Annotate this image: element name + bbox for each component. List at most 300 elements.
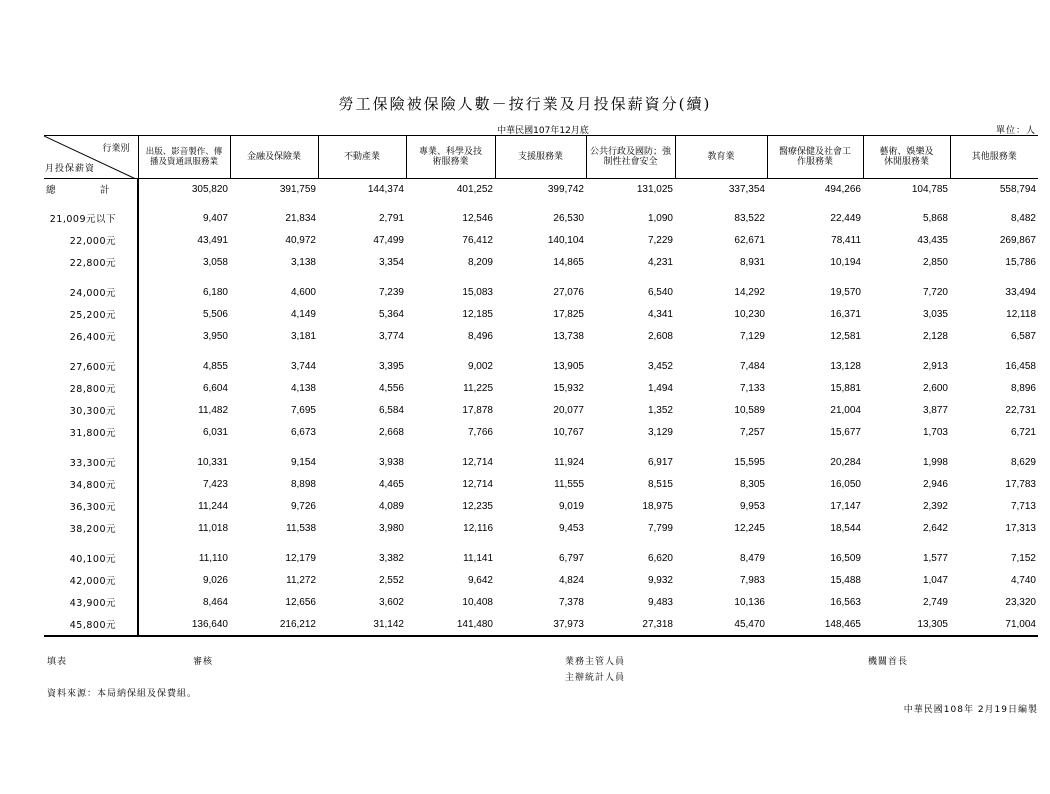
spacer-cell (406, 347, 495, 355)
data-cell: 11,225 (463, 382, 493, 394)
footer-compiled: 中華民國108年 2月19日編製 (903, 705, 1038, 715)
data-cell: 4,824 (558, 574, 584, 586)
spacer-cell (767, 539, 863, 547)
data-cell: 15,932 (553, 382, 584, 394)
total-row (44, 179, 1038, 200)
data-cell: 3,181 (290, 330, 316, 342)
data-cell: 4,149 (290, 308, 316, 320)
data-cell: 140,104 (547, 234, 584, 246)
total-cell: 558,794 (999, 183, 1036, 195)
data-cell: 62,671 (734, 234, 765, 246)
data-cell: 9,726 (290, 500, 316, 512)
data-cell: 2,791 (378, 212, 404, 224)
spacer-cell (495, 539, 586, 547)
data-cell: 26,530 (553, 212, 584, 224)
data-cell: 7,720 (922, 286, 948, 298)
data-cell: 9,154 (290, 456, 316, 468)
data-cell: 9,932 (647, 574, 673, 586)
spacer-cell (950, 347, 1038, 355)
spacer-cell (138, 347, 230, 355)
data-cell: 5,364 (378, 308, 404, 320)
data-cell: 136,640 (138, 613, 230, 636)
footer-head: 機關首長 (868, 657, 909, 667)
column-header: 教育業 (675, 136, 767, 179)
data-cell: 2,850 (922, 256, 948, 268)
spacer-cell (586, 199, 675, 207)
data-cell: 4,600 (290, 286, 316, 298)
table-row (44, 377, 1038, 399)
spacer-row (44, 199, 1038, 207)
spacer-cell (44, 199, 138, 207)
data-cell: 8,931 (739, 256, 765, 268)
data-cell: 11,244 (198, 500, 228, 512)
table-row (44, 569, 1038, 591)
spacer-cell (495, 443, 586, 451)
table-row (44, 229, 1038, 251)
data-cell: 12,714 (462, 456, 493, 468)
row-label: 25,200元 (44, 303, 138, 325)
data-cell: 13,128 (830, 360, 861, 372)
data-cell: 7,983 (739, 574, 765, 586)
data-cell: 18,975 (642, 500, 673, 512)
spacer-cell (406, 539, 495, 547)
data-cell: 4,465 (378, 478, 404, 490)
data-cell: 15,083 (462, 286, 493, 298)
data-cell: 10,767 (553, 426, 584, 438)
row-label: 38,200元 (44, 517, 138, 539)
data-cell: 9,642 (467, 574, 493, 586)
spacer-row (44, 347, 1038, 355)
data-cell: 17,313 (1005, 522, 1036, 534)
data-cell: 2,552 (378, 574, 404, 586)
data-cell: 17,783 (1005, 478, 1036, 490)
data-cell: 12,546 (462, 212, 493, 224)
data-cell: 4,740 (1010, 574, 1036, 586)
row-label: 26,400元 (44, 325, 138, 347)
column-header: 專業、科學及技術服務業 (406, 136, 495, 179)
table-row (44, 547, 1038, 569)
data-cell: 7,484 (739, 360, 765, 372)
total-cell: 391,759 (279, 183, 316, 195)
data-cell: 3,058 (202, 256, 228, 268)
table-row (44, 473, 1038, 495)
data-cell: 33,494 (1005, 286, 1036, 298)
spacer-cell (586, 273, 675, 281)
data-cell: 10,194 (830, 256, 861, 268)
data-cell: 6,180 (202, 286, 228, 298)
data-cell: 23,320 (1005, 596, 1036, 608)
total-cell: 305,820 (191, 183, 228, 195)
data-cell: 3,602 (378, 596, 404, 608)
column-header: 藝術、娛樂及休閒服務業 (863, 136, 950, 179)
total-label-left: 總 (46, 185, 57, 196)
data-cell: 9,407 (202, 212, 228, 224)
data-cell: 2,913 (922, 360, 948, 372)
spacer-row (44, 273, 1038, 281)
data-cell: 10,136 (734, 596, 765, 608)
data-cell: 18,544 (830, 522, 861, 534)
spacer-cell (318, 443, 406, 451)
spacer-cell (863, 539, 950, 547)
spacer-cell (863, 443, 950, 451)
data-cell: 13,305 (863, 613, 950, 636)
table-row (44, 517, 1038, 539)
corner-wage-label: 月投保薪資 (45, 164, 96, 174)
row-label: 34,800元 (44, 473, 138, 495)
data-cell: 7,133 (739, 382, 765, 394)
data-cell: 3,938 (378, 456, 404, 468)
data-table (44, 135, 1038, 637)
data-cell: 2,128 (922, 330, 948, 342)
data-cell: 11,110 (198, 552, 228, 564)
spacer-cell (675, 273, 767, 281)
table-row (44, 421, 1038, 443)
data-cell: 9,026 (202, 574, 228, 586)
data-cell: 15,677 (830, 426, 861, 438)
data-cell: 8,305 (739, 478, 765, 490)
data-cell: 12,714 (462, 478, 493, 490)
data-cell: 47,499 (373, 234, 404, 246)
data-cell: 15,881 (830, 382, 861, 394)
spacer-cell (863, 273, 950, 281)
data-cell: 6,917 (647, 456, 673, 468)
data-cell: 12,116 (463, 522, 493, 534)
spacer-cell (318, 347, 406, 355)
row-label: 45,800元 (44, 613, 138, 636)
data-cell: 21,004 (830, 404, 861, 416)
data-cell: 40,972 (285, 234, 316, 246)
spacer-cell (406, 273, 495, 281)
data-cell: 27,318 (586, 613, 675, 636)
data-cell: 9,483 (647, 596, 673, 608)
data-cell: 15,488 (830, 574, 861, 586)
spacer-cell (586, 443, 675, 451)
data-cell: 16,563 (830, 596, 861, 608)
data-cell: 6,587 (1010, 330, 1036, 342)
data-cell: 17,878 (462, 404, 493, 416)
column-header: 其他服務業 (950, 136, 1038, 179)
data-cell: 12,245 (734, 522, 765, 534)
spacer-cell (138, 539, 230, 547)
spacer-cell (230, 443, 318, 451)
data-cell: 21,834 (285, 212, 316, 224)
spacer-cell (406, 443, 495, 451)
data-cell: 22,449 (830, 212, 861, 224)
footer-statistician: 主辦統計人員 (565, 673, 626, 683)
data-cell: 6,620 (647, 552, 673, 564)
data-cell: 7,229 (647, 234, 673, 246)
spacer-cell (675, 199, 767, 207)
total-cell: 399,742 (547, 183, 584, 195)
spacer-cell (318, 539, 406, 547)
row-label: 43,900元 (44, 591, 138, 613)
data-cell: 10,589 (734, 404, 765, 416)
spacer-row (44, 443, 1038, 451)
total-label (44, 179, 138, 200)
spacer-cell (950, 273, 1038, 281)
data-cell: 1,352 (647, 404, 673, 416)
data-cell: 3,877 (922, 404, 948, 416)
column-header: 公共行政及國防；強制性社會安全 (586, 136, 675, 179)
page-title: 勞工保險被保險人數－按行業及月投保薪資分(續) (338, 95, 712, 113)
spacer-cell (495, 347, 586, 355)
report-date: 中華民國107年12月底 (497, 126, 589, 136)
data-cell: 6,540 (647, 286, 673, 298)
data-cell: 3,129 (647, 426, 673, 438)
data-cell: 43,491 (197, 234, 228, 246)
data-cell: 4,138 (290, 382, 316, 394)
data-cell: 16,371 (830, 308, 861, 320)
data-cell: 7,257 (739, 426, 765, 438)
data-cell: 20,284 (830, 456, 861, 468)
data-cell: 43,435 (917, 234, 948, 246)
data-cell: 7,129 (739, 330, 765, 342)
total-cell: 401,252 (456, 183, 493, 195)
table-body (44, 179, 1038, 637)
data-cell: 11,538 (286, 522, 316, 534)
total-cell: 494,266 (824, 183, 861, 195)
data-cell: 3,395 (378, 360, 404, 372)
footer-filled-by: 填表 (47, 657, 68, 667)
spacer-cell (138, 273, 230, 281)
spacer-cell (230, 539, 318, 547)
table-row (44, 325, 1038, 347)
data-cell: 6,797 (558, 552, 584, 564)
spacer-cell (495, 199, 586, 207)
data-cell: 3,035 (922, 308, 948, 320)
spacer-cell (230, 347, 318, 355)
data-cell: 3,980 (378, 522, 404, 534)
spacer-cell (950, 539, 1038, 547)
data-cell: 15,595 (734, 456, 765, 468)
data-cell: 2,392 (922, 500, 948, 512)
data-cell: 1,703 (922, 426, 948, 438)
data-cell: 10,331 (197, 456, 228, 468)
data-cell: 269,867 (999, 234, 1036, 246)
data-cell: 3,382 (378, 552, 404, 564)
data-cell: 3,950 (202, 330, 228, 342)
spacer-cell (863, 199, 950, 207)
data-cell: 7,378 (558, 596, 584, 608)
data-cell: 16,050 (830, 478, 861, 490)
corner-header (44, 136, 138, 179)
total-cell: 144,374 (367, 183, 404, 195)
row-label: 33,300元 (44, 451, 138, 473)
data-cell: 3,138 (290, 256, 316, 268)
table-row (44, 281, 1038, 303)
spacer-cell (495, 273, 586, 281)
data-cell: 6,604 (202, 382, 228, 394)
data-cell: 12,118 (1006, 308, 1036, 320)
data-cell: 14,865 (553, 256, 584, 268)
data-cell: 2,749 (922, 596, 948, 608)
data-cell: 31,142 (318, 613, 406, 636)
data-cell: 27,076 (553, 286, 584, 298)
data-cell: 7,799 (647, 522, 673, 534)
data-cell: 1,494 (647, 382, 673, 394)
column-header: 醫療保健及社會工作服務業 (767, 136, 863, 179)
data-cell: 8,209 (467, 256, 493, 268)
row-label: 28,800元 (44, 377, 138, 399)
data-cell: 7,766 (467, 426, 493, 438)
spacer-cell (586, 347, 675, 355)
data-cell: 12,235 (462, 500, 493, 512)
spacer-cell (230, 199, 318, 207)
data-cell: 6,673 (290, 426, 316, 438)
table-row (44, 495, 1038, 517)
data-cell: 7,695 (290, 404, 316, 416)
data-cell: 4,556 (378, 382, 404, 394)
spacer-cell (44, 539, 138, 547)
row-label: 30,300元 (44, 399, 138, 421)
column-header: 出版、影音製作、傳播及資通訊服務業 (138, 136, 230, 179)
data-cell: 3,744 (290, 360, 316, 372)
data-cell: 148,465 (767, 613, 863, 636)
spacer-cell (767, 273, 863, 281)
data-cell: 12,581 (830, 330, 861, 342)
data-cell: 11,924 (554, 456, 584, 468)
data-cell: 10,408 (462, 596, 493, 608)
spacer-cell (44, 273, 138, 281)
spacer-cell (675, 347, 767, 355)
row-label: 36,300元 (44, 495, 138, 517)
data-cell: 15,786 (1005, 256, 1036, 268)
row-label: 21,009元以下 (44, 207, 138, 229)
row-label: 31,800元 (44, 421, 138, 443)
data-cell: 5,868 (922, 212, 948, 224)
data-cell: 20,077 (553, 404, 584, 416)
row-label: 40,100元 (44, 547, 138, 569)
data-cell: 8,482 (1010, 212, 1036, 224)
data-cell: 9,953 (739, 500, 765, 512)
data-cell: 4,089 (378, 500, 404, 512)
spacer-cell (675, 539, 767, 547)
total-cell: 131,025 (636, 183, 673, 195)
footer-source: 資料來源：本局納保組及保費組。 (47, 689, 198, 699)
column-header: 支援服務業 (495, 136, 586, 179)
data-cell: 83,522 (734, 212, 765, 224)
spacer-cell (950, 199, 1038, 207)
unit-label: 單位：人 (995, 126, 1036, 136)
data-cell: 4,341 (647, 308, 673, 320)
table-row (44, 399, 1038, 421)
spacer-row (44, 539, 1038, 547)
data-cell: 1,998 (922, 456, 948, 468)
data-cell: 8,479 (739, 552, 765, 564)
data-cell: 3,452 (647, 360, 673, 372)
data-cell: 45,470 (675, 613, 767, 636)
data-cell: 6,031 (202, 426, 228, 438)
data-cell: 3,354 (378, 256, 404, 268)
data-cell: 14,292 (734, 286, 765, 298)
data-cell: 12,656 (285, 596, 316, 608)
data-cell: 4,231 (647, 256, 673, 268)
data-cell: 216,212 (230, 613, 318, 636)
spacer-cell (767, 199, 863, 207)
data-cell: 6,584 (378, 404, 404, 416)
data-cell: 8,629 (1010, 456, 1036, 468)
data-cell: 8,515 (647, 478, 673, 490)
data-cell: 8,464 (202, 596, 228, 608)
data-cell: 78,411 (831, 234, 861, 246)
spacer-cell (767, 347, 863, 355)
data-cell: 12,179 (285, 552, 316, 564)
table-row (44, 303, 1038, 325)
row-label: 42,000元 (44, 569, 138, 591)
data-cell: 2,608 (647, 330, 673, 342)
data-cell: 5,506 (202, 308, 228, 320)
total-cell: 337,354 (728, 183, 765, 195)
data-cell: 11,018 (198, 522, 228, 534)
row-label: 24,000元 (44, 281, 138, 303)
spacer-cell (406, 199, 495, 207)
total-label-wrap (44, 182, 116, 196)
data-cell: 13,738 (553, 330, 584, 342)
data-cell: 9,002 (467, 360, 493, 372)
table-row (44, 613, 1038, 636)
data-cell: 9,453 (558, 522, 584, 534)
data-cell: 2,642 (922, 522, 948, 534)
data-cell: 16,509 (830, 552, 861, 564)
row-label: 22,800元 (44, 251, 138, 273)
footer-reviewer: 審核 (193, 657, 214, 667)
column-header: 金融及保險業 (230, 136, 318, 179)
data-cell: 3,774 (378, 330, 404, 342)
data-cell: 8,896 (1010, 382, 1036, 394)
row-label: 22,000元 (44, 229, 138, 251)
spacer-cell (767, 443, 863, 451)
data-cell: 8,898 (290, 478, 316, 490)
table-row (44, 207, 1038, 229)
spacer-cell (230, 273, 318, 281)
spacer-cell (863, 347, 950, 355)
footer-supervisor: 業務主管人員 (565, 657, 626, 667)
data-cell: 9,019 (558, 500, 584, 512)
data-cell: 2,600 (922, 382, 948, 394)
data-cell: 17,147 (830, 500, 861, 512)
table-row (44, 251, 1038, 273)
data-cell: 1,577 (922, 552, 948, 564)
data-cell: 13,905 (553, 360, 584, 372)
spacer-cell (318, 199, 406, 207)
corner-industry-label: 行業別 (102, 144, 130, 154)
spacer-cell (586, 539, 675, 547)
table-row (44, 355, 1038, 377)
column-header: 不動產業 (318, 136, 406, 179)
data-cell: 16,458 (1005, 360, 1036, 372)
data-cell: 141,480 (406, 613, 495, 636)
data-cell: 19,570 (830, 286, 861, 298)
total-cell: 104,785 (911, 183, 948, 195)
data-cell: 22,731 (1005, 404, 1036, 416)
data-cell: 10,230 (734, 308, 765, 320)
data-cell: 17,825 (553, 308, 584, 320)
spacer-cell (44, 443, 138, 451)
data-cell: 6,721 (1010, 426, 1036, 438)
data-cell: 2,668 (378, 426, 404, 438)
data-cell: 4,855 (202, 360, 228, 372)
data-cell: 12,185 (462, 308, 493, 320)
table-row (44, 591, 1038, 613)
spacer-cell (44, 347, 138, 355)
spacer-cell (138, 199, 230, 207)
spacer-cell (138, 443, 230, 451)
data-cell: 11,555 (554, 478, 584, 490)
data-cell: 11,272 (286, 574, 316, 586)
data-cell: 71,004 (950, 613, 1038, 636)
row-label: 27,600元 (44, 355, 138, 377)
data-cell: 11,141 (463, 552, 493, 564)
